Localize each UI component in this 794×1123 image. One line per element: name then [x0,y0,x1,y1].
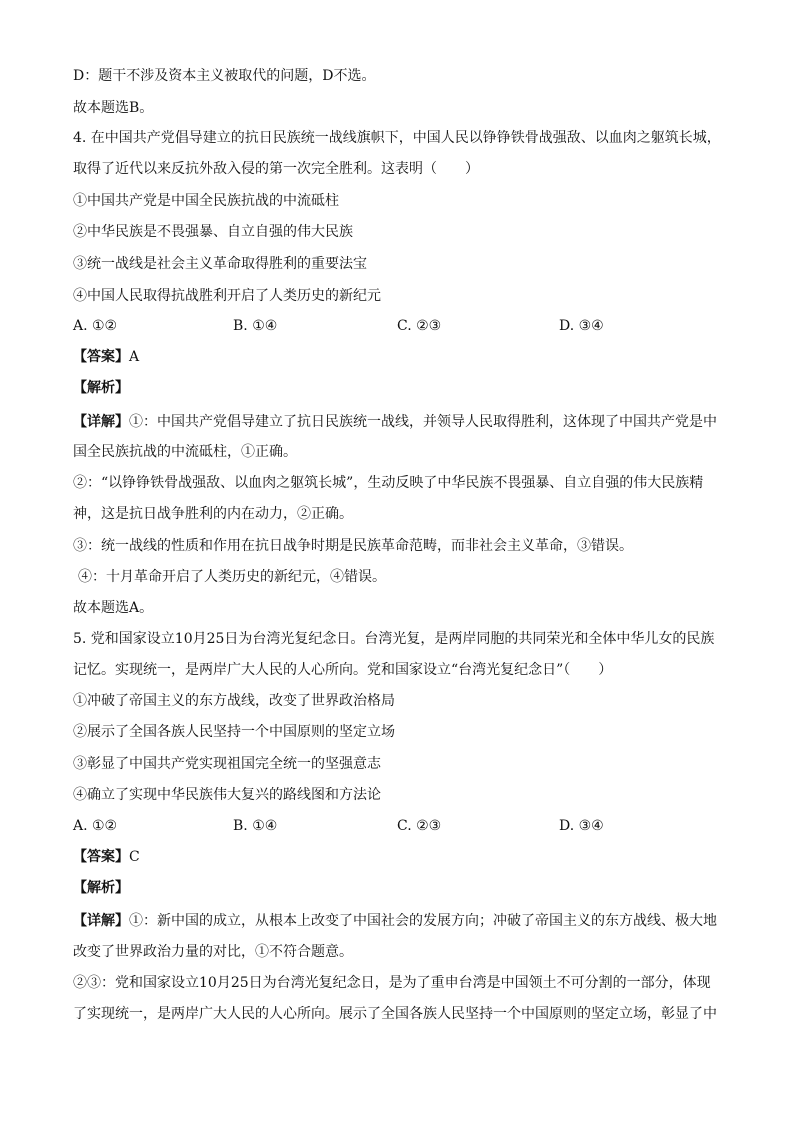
analysis-tag: 【解析】 [73,380,129,396]
answer-value: A [129,349,140,365]
question-5-stem: 5. 党和国家设立10月25日为台湾光复纪念日。台湾光复，是两岸同胞的共同荣光和全体中华儿女的民族 [73,631,715,647]
question-5-statement: ③彰显了中国共产党实现祖国完全统一的坚强意志 [73,756,381,772]
option-c: C. ②③ [397,818,442,834]
text-line: D：题干不涉及资本主义被取代的问题，D不选。 [73,68,376,84]
answer-line [73,347,139,367]
detail-text: ①：中国共产党倡导建立了抗日民族统一战线，并领导人民取得胜利，这体现了中国共产党是中 [129,414,717,430]
detail-line: ②③：党和国家设立10月25日为台湾光复纪念日，是为了重申台湾是中国领土不可分割的一部分，体现 [73,975,711,991]
option-c: C. ②③ [397,318,442,334]
analysis-tag: 【解析】 [73,880,129,896]
question-5-options [73,816,733,836]
question-5-statement: ②展示了全国各族人民坚持一个中国原则的坚定立场 [73,724,395,740]
detail-line: 神，这是抗日战争胜利的内在动力，②正确。 [73,506,353,522]
option-d: D. ③④ [559,818,604,834]
answer-tag: 【答案】 [73,849,129,865]
detail-line [73,412,717,432]
detail-line: 国全民族抗战的中流砥柱，①正确。 [73,444,297,460]
detail-line: ③：统一战线的性质和作用在抗日战争时期是民族革命范畴，而非社会主义革命，③错误。 [73,538,633,554]
question-4-statement: ③统一战线是社会主义革命取得胜利的重要法宝 [73,256,367,272]
question-4-statement: ②中华民族是不畏强暴、自立自强的伟大民族 [73,224,353,240]
detail-line: 了实现统一，是两岸广大人民的人心所向。展示了全国各族人民坚持一个中国原则的坚定立场，彰显了中 [73,1006,717,1022]
text-line: 故本题选B。 [73,100,154,116]
question-4-options [73,316,733,336]
answer-tag: 【答案】 [73,349,129,365]
answer-value: C [129,849,140,865]
detail-line [73,911,717,931]
option-d: D. ③④ [559,318,604,334]
answer-line [73,847,140,867]
detail-line: 改变了世界政治力量的对比，①不符合题意。 [73,944,353,960]
detail-tag: 【详解】 [73,913,129,929]
question-5-statement: ④确立了实现中华民族伟大复兴的路线图和方法论 [73,787,381,803]
option-b: B. ①④ [233,318,278,334]
detail-line: ④：十月革命开启了人类历史的新纪元，④错误。 [78,569,386,585]
detail-text: ①：新中国的成立，从根本上改变了中国社会的发展方向；冲破了帝国主义的东方战线、极大地 [129,913,717,929]
question-4-stem: 4. 在中国共产党倡导建立的抗日民族统一战线旗帜下，中国人民以铮铮铁骨战强敌、以血肉之躯筑长城， [73,130,721,146]
option-b: B. ①④ [233,818,278,834]
question-5-statement: ①冲破了帝国主义的东方战线，改变了世界政治格局 [73,693,395,709]
question-5-stem: 记忆。实现统一，是两岸广大人民的人心所向。党和国家设立“台湾光复纪念日”（ ） [73,662,613,678]
detail-tag: 【详解】 [73,414,129,430]
option-a: A. ①② [73,818,118,834]
question-4-statement: ④中国人民取得抗战胜利开启了人类历史的新纪元 [73,288,381,304]
question-4-stem: 取得了近代以来反抗外敌入侵的第一次完全胜利。这表明（ ） [73,161,479,177]
option-a: A. ①② [73,318,118,334]
conclusion-line: 故本题选A。 [73,600,154,616]
question-4-statement: ①中国共产党是中国全民族抗战的中流砥柱 [73,193,339,209]
detail-line: ②：“以铮铮铁骨战强敌、以血肉之躯筑长城”，生动反映了中华民族不畏强暴、自立自强的伟大民族精 [73,475,704,491]
